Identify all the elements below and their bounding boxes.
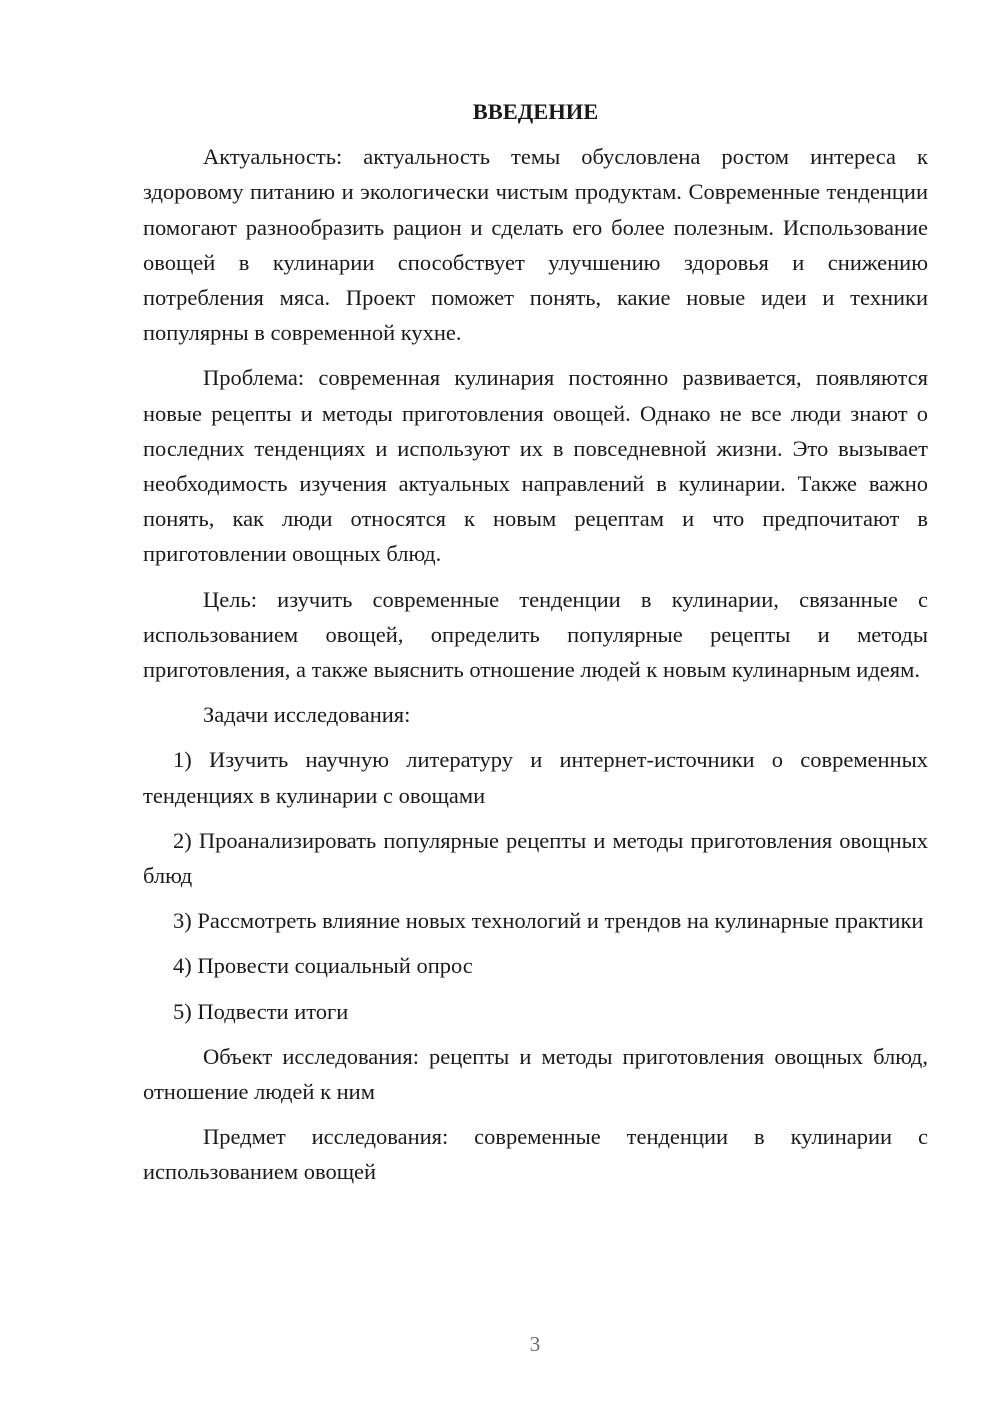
task-item-5: 5) Подвести итоги	[173, 998, 349, 1024]
page-body	[143, 94, 928, 1200]
task-item-4: 4) Провести социальный опрос	[173, 953, 473, 979]
task-item-2: 2) Проанализировать популярные рецепты и методы приготовления овощных блюд	[143, 827, 928, 889]
subject-paragraph: Предмет исследования: современные тенденции в кулинарии с использованием овощей	[143, 1124, 928, 1185]
task-item-3: 3) Рассмотреть влияние новых технологий и трендов на кулинарные практики	[173, 908, 924, 934]
relevance-paragraph: Актуальность: актуальность темы обусловлена ростом интереса к здоровому питанию и экологически чистым продуктам. Современные тенденции помогают разнообразить рацион и сделать его более полезным. Использование овощей в кулинарии способствует улучшению здоровья и снижению потребления мяса. Проект поможет понять, какие новые идеи и техники популярны в современной кухне.	[143, 144, 928, 346]
section-title: ВВЕДЕНИЕ	[472, 99, 599, 124]
problem-paragraph: Проблема: современная кулинария постоянно развивается, появляются новые рецепты и методы приготовления овощей. Однако не все люди знают о последних тенденциях и используют их в повседневной жизни. Это вызывает необходимость изучения актуальных направлений в кулинарии. Также важно понять, как люди относятся к новым рецептам и что предпочитают в приготовлении овощных блюд.	[143, 365, 928, 567]
tasks-heading: Задачи исследования:	[203, 702, 411, 728]
task-item-1: 1) Изучить научную литературу и интернет-источники о современных тенденциях в кулинарии с овощами	[143, 747, 928, 808]
object-paragraph: Объект исследования: рецепты и методы приготовления овощных блюд, отношение людей к ним	[143, 1043, 928, 1105]
goal-paragraph: Цель: изучить современные тенденции в кулинарии, связанные с использованием овощей, определить популярные рецепты и методы приготовления, а также выяснить отношение людей к новым кулинарным идеям.	[143, 586, 928, 683]
page-number: 3	[529, 1332, 541, 1356]
